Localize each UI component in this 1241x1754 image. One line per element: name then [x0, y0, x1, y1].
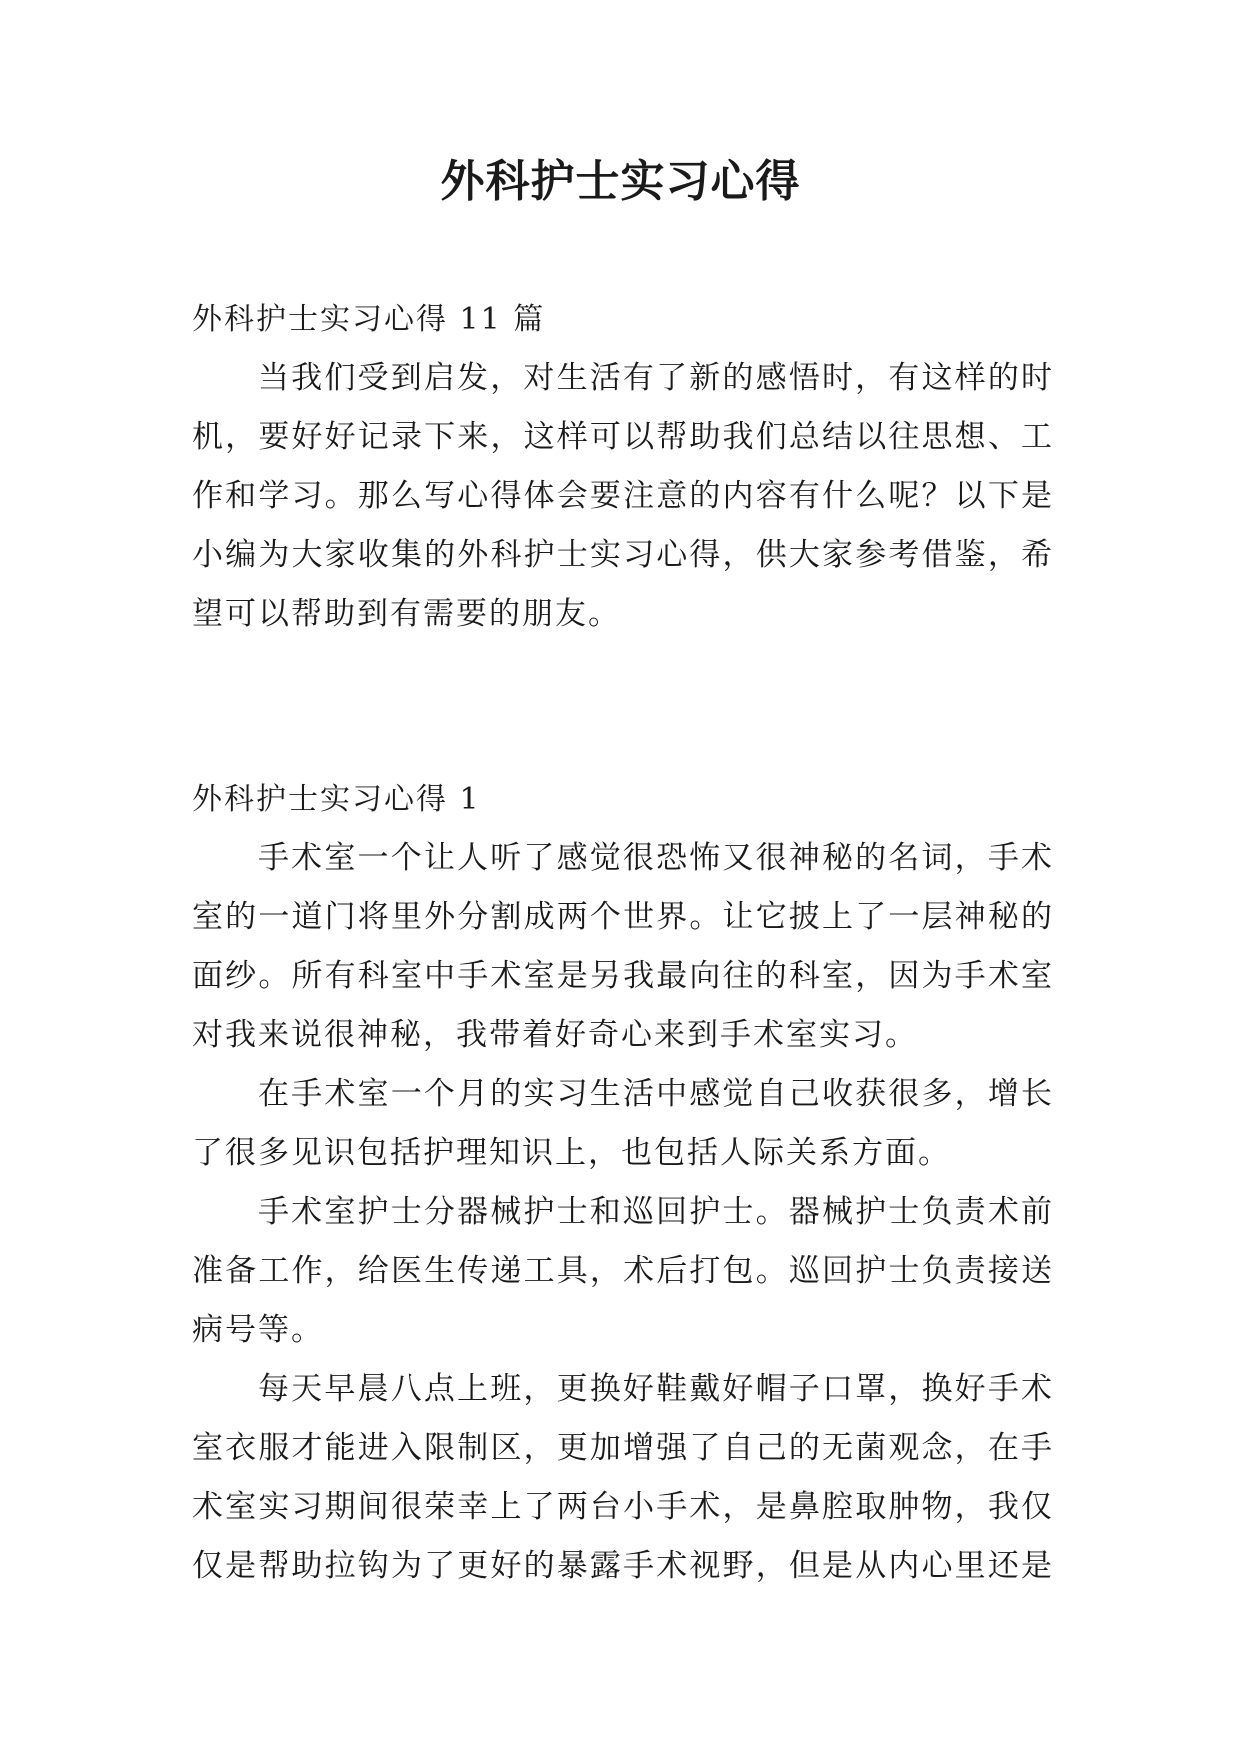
- section-spacer: [192, 644, 1052, 770]
- paragraph-line: 在手术室一个月的实习生活中感觉自己收获很多，增长: [258, 1076, 1052, 1112]
- document-body: [192, 290, 1052, 1596]
- paragraph-line: 仅是帮助拉钩为了更好的暴露手术视野，但是从内心里还是: [192, 1548, 1052, 1584]
- intro-paragraph: [192, 349, 1052, 644]
- paragraph-line: 对我来说很神秘，我带着好奇心来到手术室实习。: [192, 1017, 918, 1053]
- body-paragraph: [192, 1360, 1052, 1596]
- paragraph-line: 当我们受到启发，对生活有了新的感悟时，有这样的时: [258, 360, 1052, 396]
- document-title: 外科护士实习心得: [440, 156, 801, 207]
- paragraph-line: 手术室护士分器械护士和巡回护士。器械护士负责术前: [258, 1194, 1052, 1230]
- section-heading: 外科护士实习心得 1: [192, 782, 481, 817]
- paragraph-line: 每天早晨八点上班，更换好鞋戴好帽子口罩，换好手术: [258, 1371, 1052, 1407]
- paragraph-line: 作和学习。那么写心得体会要注意的内容有什么呢？以下是: [192, 478, 1052, 514]
- paragraph-line: 准备工作，给医生传递工具，术后打包。巡回护士负责接送: [192, 1253, 1052, 1289]
- paragraph-line: 病号等。: [192, 1312, 324, 1348]
- paragraph-line: 面纱。所有科室中手术室是另我最向往的科室，因为手术室: [192, 958, 1052, 994]
- paragraph-line: 机，要好好记录下来，这样可以帮助我们总结以往思想、工: [192, 419, 1052, 455]
- paragraph-line: 望可以帮助到有需要的朋友。: [192, 596, 621, 632]
- collection-subtitle: 外科护士实习心得 11 篇: [192, 302, 546, 337]
- body-paragraph: [192, 1183, 1052, 1360]
- paragraph-line: 手术室一个让人听了感觉很恐怖又很神秘的名词，手术: [258, 840, 1052, 876]
- paragraph-line: 室的一道门将里外分割成两个世界。让它披上了一层神秘的: [192, 899, 1052, 935]
- paragraph-line: 了很多见识包括护理知识上，也包括人际关系方面。: [192, 1135, 951, 1171]
- body-paragraph: [192, 829, 1052, 1065]
- paragraph-line: 术室实习期间很荣幸上了两台小手术，是鼻腔取肿物，我仅: [192, 1489, 1052, 1525]
- body-paragraph: [192, 1065, 1052, 1183]
- paragraph-line: 室衣服才能进入限制区，更加增强了自己的无菌观念，在手: [192, 1430, 1052, 1466]
- paragraph-line: 小编为大家收集的外科护士实习心得，供大家参考借鉴，希: [192, 537, 1052, 573]
